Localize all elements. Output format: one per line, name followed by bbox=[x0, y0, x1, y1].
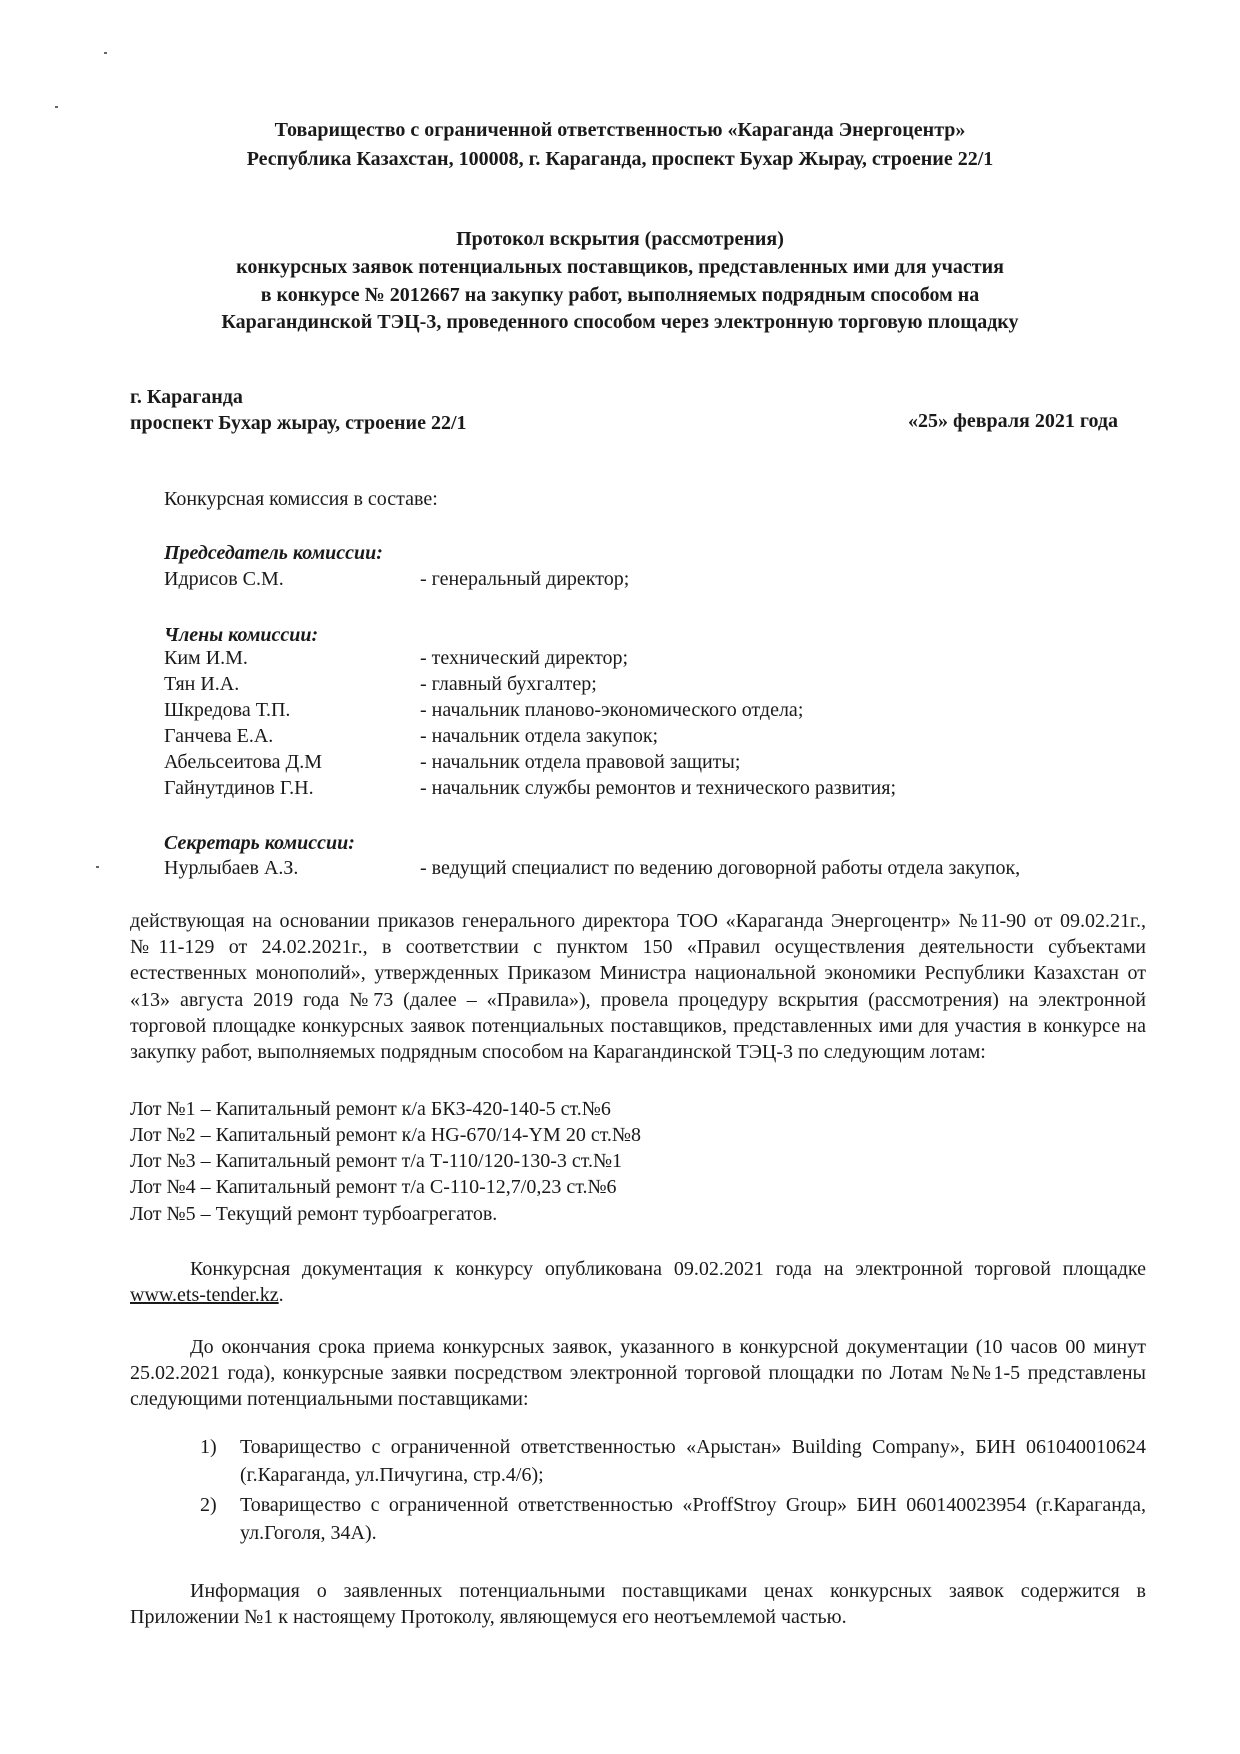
commission-intro: Конкурсная комиссия в составе: bbox=[164, 488, 438, 510]
lot-item: Лот №2 – Капитальный ремонт к/а HG-670/14-YM 20 ст.№8 bbox=[130, 1124, 642, 1146]
scan-speck bbox=[96, 866, 99, 868]
supplier-item bbox=[200, 1433, 1146, 1489]
secretary-name: Нурлыбаев А.З. bbox=[164, 857, 299, 879]
chair-position: - генеральный директор; bbox=[420, 568, 630, 590]
place-city: г. Караганда bbox=[130, 386, 243, 408]
member-position: - начальник отдела правовой защиты; bbox=[420, 751, 741, 773]
member-name: Абельсеитова Д.М bbox=[164, 751, 322, 773]
supplier-item bbox=[200, 1491, 1146, 1547]
supplier-number: 2) bbox=[200, 1494, 217, 1516]
protocol-title: Протокол вскрытия (рассмотрения) bbox=[456, 228, 784, 250]
secretary-position: - ведущий специалист по ведению договорной работы отдела закупок, bbox=[420, 857, 1021, 879]
supplier-number: 1) bbox=[200, 1436, 217, 1458]
secretary-title: Секретарь комиссии: bbox=[164, 832, 355, 854]
member-position: - начальник службы ремонтов и технического развития; bbox=[420, 777, 896, 799]
member-position: - начальник отдела закупок; bbox=[420, 725, 659, 747]
supplier-text: Товарищество с ограниченной ответственностью «ProffStroy Group» БИН 060140023954 (г.Караганда, ул.Гоголя, 34А). bbox=[240, 1494, 1146, 1544]
ets-tender-link[interactable]: www.ets-tender.kz bbox=[130, 1284, 279, 1307]
protocol-date: «25» февраля 2021 года bbox=[908, 410, 1118, 432]
chair-name: Идрисов С.М. bbox=[164, 568, 284, 590]
publication-paragraph bbox=[130, 1256, 1146, 1308]
lot-item: Лот №3 – Капитальный ремонт т/а Т-110/120-130-3 ст.№1 bbox=[130, 1150, 623, 1172]
basis-paragraph: действующая на основании приказов генерального директора ТОО «Караганда Энергоцентр» №11-90 от 09.02.21г., №11-129 от 24.02.2021г., в соответствии с пунктом 150 «Правил осуществления деятельности субъектами естественных монополий», утвержденных Приказом Министра национальной экономики Республики Казахстан от «13» августа 2019 года №73 (далее – «Правила»), провела процедуру вскрытия (рассмотрения) на электронной торговой площадке конкурсных заявок потенциальных поставщиков, представленных ими для участия в конкурсе на закупку работ, выполняемых подрядным способом на Карагандинской ТЭЦ-3 по следующим лотам: bbox=[130, 910, 1146, 1064]
member-position: - начальник планово-экономического отдела; bbox=[420, 699, 804, 721]
lot-item: Лот №5 – Текущий ремонт турбоагрегатов. bbox=[130, 1203, 498, 1225]
org-name: Товарищество с ограниченной ответственностью «Караганда Энергоцентр» bbox=[274, 119, 966, 141]
member-name: Гайнутдинов Г.Н. bbox=[164, 777, 314, 799]
publication-end: . bbox=[278, 1284, 284, 1307]
org-address: Республика Казахстан, 100008, г. Караганда, проспект Бухар Жырау, строение 22/1 bbox=[246, 148, 994, 170]
lot-item: Лот №1 – Капитальный ремонт к/а БКЗ-420-140-5 ст.№6 bbox=[130, 1098, 611, 1120]
scan-speck bbox=[55, 106, 58, 108]
place-address: проспект Бухар жырау, строение 22/1 bbox=[130, 412, 467, 434]
member-position: - главный бухгалтер; bbox=[420, 673, 597, 695]
info-paragraph: Информация о заявленных потенциальными поставщиками ценах конкурсных заявок содержится в Приложении №1 к настоящему Протоколу, являющемуся его неотъемлемой частью. bbox=[130, 1580, 1146, 1629]
member-name: Ким И.М. bbox=[164, 647, 248, 669]
members-title: Члены комиссии: bbox=[164, 624, 319, 646]
deadline-paragraph: До окончания срока приема конкурсных заявок, указанного в конкурсной документации (10 часов 00 минут 25.02.2021 года), конкурсные заявки посредством электронной торговой площадки по Лотам №№1-5 представлены следующими потенциальными поставщиками: bbox=[130, 1336, 1146, 1411]
member-position: - технический директор; bbox=[420, 647, 629, 669]
chair-title: Председатель комиссии: bbox=[164, 542, 383, 564]
supplier-text: Товарищество с ограниченной ответственностью «Арыстан» Building Company», БИН 061040010624 (г.Караганда, ул.Пичугина, стр.4/6); bbox=[240, 1436, 1146, 1486]
member-name: Ганчева Е.А. bbox=[164, 725, 274, 747]
member-name: Шкредова Т.П. bbox=[164, 699, 291, 721]
scan-speck bbox=[104, 52, 107, 54]
protocol-subtitle-line: конкурсных заявок потенциальных поставщиков, представленных ими для участия bbox=[236, 256, 1004, 278]
publication-text: Конкурсная документация к конкурсу опубликована 09.02.2021 года на электронной торговой площадке bbox=[190, 1258, 1146, 1280]
lot-item: Лот №4 – Капитальный ремонт т/а С-110-12,7/0,23 ст.№6 bbox=[130, 1176, 617, 1198]
member-name: Тян И.А. bbox=[164, 673, 240, 695]
protocol-subtitle-line: в конкурсе № 2012667 на закупку работ, выполняемых подрядным способом на bbox=[260, 284, 980, 306]
protocol-subtitle-line: Карагандинской ТЭЦ-3, проведенного способом через электронную торговую площадку bbox=[221, 311, 1019, 333]
